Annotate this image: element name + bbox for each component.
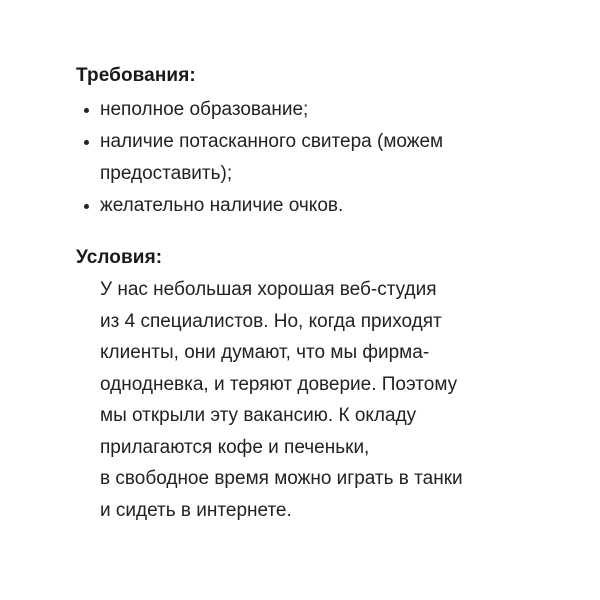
conditions-line: однодневка, и теряют доверие. Поэтому [100, 373, 458, 395]
requirement-text: наличие потасканного свитера (можем предоставить); [100, 131, 444, 184]
conditions-line: из 4 специалистов. Но, когда приходят [100, 310, 442, 332]
conditions-line: клиенты, они думают, что мы фирма- [100, 342, 430, 363]
bullet-icon [84, 204, 89, 209]
conditions-line: в свободное время можно играть в танки [100, 468, 463, 489]
bullet-icon [84, 108, 89, 113]
requirement-text: желательно наличие очков. [100, 195, 344, 216]
conditions-line: прилагаются кофе и печеньки, [100, 436, 370, 458]
requirement-text: неполное образование; [100, 99, 309, 120]
bullet-icon [84, 140, 89, 145]
conditions-line: мы открыли эту вакансию. К окладу [100, 405, 417, 426]
requirement-item [80, 190, 560, 222]
requirements-heading: Требования: [76, 65, 196, 86]
requirement-item [80, 126, 560, 190]
conditions-heading: Условия: [76, 247, 163, 268]
conditions-line: У нас небольшая хорошая веб-студия [100, 279, 437, 300]
conditions-paragraph [100, 274, 540, 526]
requirement-item [80, 94, 560, 126]
conditions-line: и сидеть в интернете. [100, 499, 292, 521]
requirements-list [80, 94, 560, 222]
